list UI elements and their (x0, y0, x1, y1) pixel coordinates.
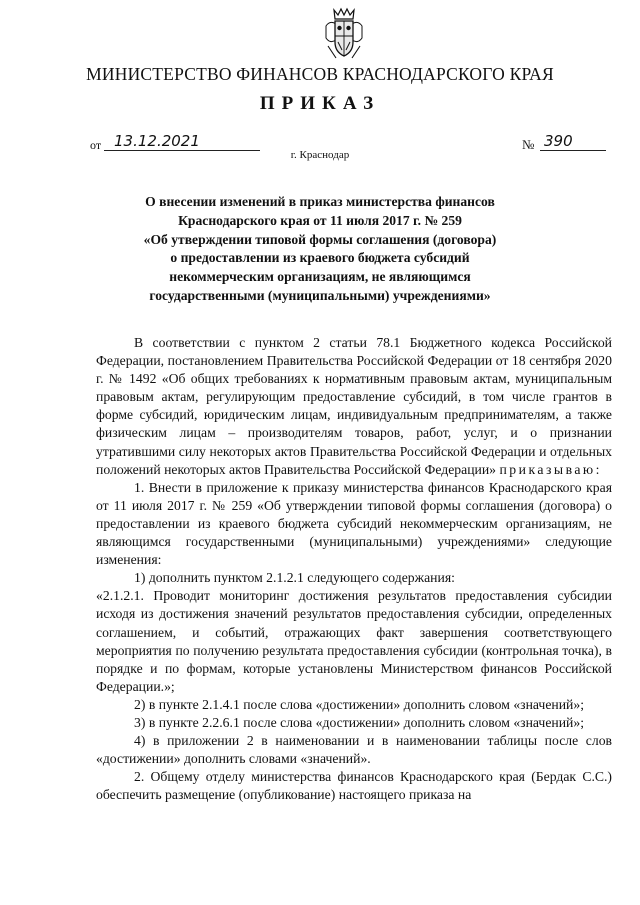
subclause-2: 2) в пункте 2.1.4.1 после слова «достижении» дополнить словом «значений»; (134, 696, 585, 712)
title-line: Краснодарского края от 11 июля 2017 г. № 259 (178, 212, 462, 228)
preamble-paragraph (96, 334, 612, 479)
preamble-text: В соответствии с пунктом 2 статьи 78.1 Бюджетного кодекса Российской Федерации, постановлением Правительства Российской Федерации от 18 сентября 2020 г. № 1492 «Об общих требованиях к нормативным правовым актам, муниципальным правовым актам, регулирующим предоставление субсидий, в том числе грантов в форме субсидий, юридическим лицам, индивидуальным предпринимателям, а также физическим лицам – производителям товаров, работ, услуг, и о признании утратившими силу некоторых актов Правительства Российской Федерации и отдельных положений некоторых актов Правительства Российской Федерации» (96, 335, 612, 477)
quoted-clause: «2.1.2.1. Проводит мониторинг достижения результатов предоставления субсидии исходя из достижения значений результатов предоставления субсидии, определенных соглашением, и событий, отражающих факт завершения соответствующего мероприятия по получению результата предоставления субсидии (контрольная точка), в порядке и по формам, которые установлены Министерством финансов Российской Федерации.»; (96, 588, 612, 694)
order-command: приказываю: (499, 461, 602, 477)
clause-1: 1. Внести в приложение к приказу министерства финансов Краснодарского края от 11 июля 2017 г. № 259 «Об утверждении типовой формы соглашения (договора) о предоставлении из краевого бюджета субсидий некоммерческим организациям, не являющимся государственными (муниципальными) учреждениями» следующие изменения: (96, 479, 612, 568)
title-line: о предоставлении из краевого бюджета субсидий (170, 250, 470, 266)
title-line: государственными (муниципальными) учреждениями» (149, 287, 491, 303)
order-date: 13.12.2021 (104, 133, 260, 151)
ministry-name: МИНИСТЕРСТВО ФИНАНСОВ КРАСНОДАРСКОГО КРАЯ (86, 64, 554, 84)
city-name: г. Краснодар (290, 149, 350, 161)
subclause-1: 1) дополнить пунктом 2.1.2.1 следующего содержания: (134, 570, 455, 586)
date-prefix: от (90, 138, 102, 152)
title-line: «Об утверждении типовой формы соглашения (договора) (143, 231, 497, 247)
clause-2: 2. Общему отделу министерства финансов Краснодарского края (Бердак С.С.) обеспечить размещение (опубликование) настоящего приказа на (96, 769, 612, 803)
subclause-4: 4) в приложении 2 в наименовании и в наименовании таблицы после слов «достижении» дополнить словами «значений». (96, 733, 612, 767)
order-body (96, 334, 612, 804)
number-prefix: № (522, 137, 535, 152)
title-line: О внесении изменений в приказ министерства финансов (145, 194, 495, 209)
order-number: 390 (540, 133, 606, 151)
document-type: ПРИКАЗ (259, 93, 381, 114)
krasnodar-coat-of-arms-icon (322, 6, 366, 62)
subclause-3: 3) в пункте 2.2.6.1 после слова «достижении» дополнить словом «значений»; (134, 714, 585, 730)
title-line: некоммерческим организациям, не являющимся (169, 269, 471, 285)
order-title (80, 193, 560, 306)
